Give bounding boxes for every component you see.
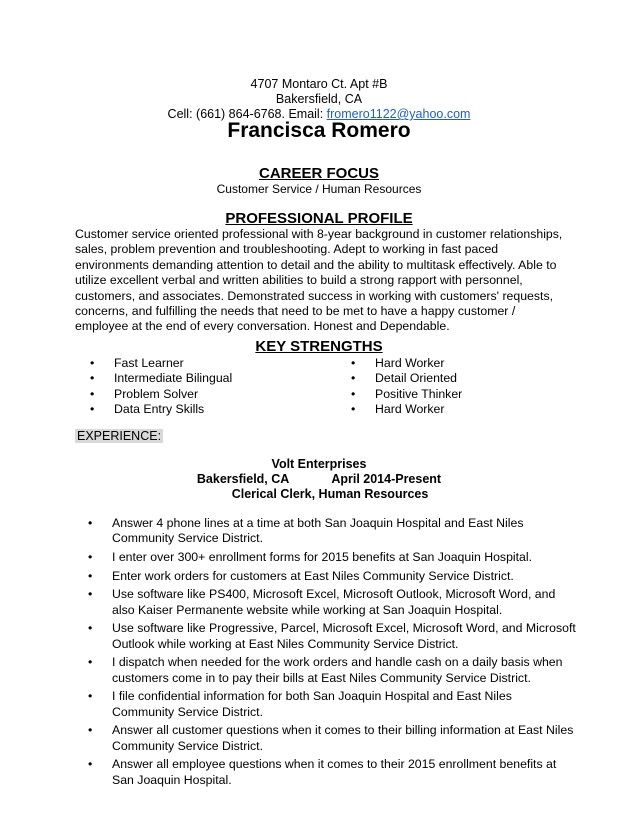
bullet-icon: • xyxy=(88,550,93,564)
bullet-icon: • xyxy=(351,386,356,401)
career-focus-text: Customer Service / Human Resources xyxy=(216,182,422,196)
list-item: • Answer 4 phone lines at a time at both San Joaquin Hospital and East Niles Community Service District. xyxy=(88,516,524,546)
phone-text: Cell: (661) 864-6768. Email: xyxy=(167,107,327,121)
list-item: • Use software like Progressive, Parcel, Microsoft Excel, Microsoft Word, and Microsoft Outlook while working at East Niles Community Service District. xyxy=(88,621,576,651)
resume-page: 4707 Montaro Ct. Apt #B Bakersfield, CA Cell: (661) 864-6768. Email: fromero1122@yahoo.com Francisca Romero CAREER FOCUS Customer Service / Human Resources PROFESSIONAL PROFILE Customer service oriented professional with 8-year background in customer relationships, sales, problem prevention and troubleshooting. Adept to working in fast paced environments demanding attention to detail and the ability to multitask effectively. Able to utilize excellent verbal and written abilities to build a strong rapport with personnel, customers, and associates. Demonstrated success in working with customers' requests, concerns, and fulfilling the needs that need to be met to have a happy customer / employee at the end of every conversation. Honest and Dependable. KEY STRENGTHS • Fast Learner • Intermediate Bilingual • Problem Solver • Data Entry Skills • Hard Worker • Detail Oriented • Positive Thinker • Hard Worker EXPERIENCE: Volt Enterprises Bakersfield, CA April 2014-Present Clerical Clerk, Human Resources • Answer 4 phone lines at a time at both San Joaquin Hospital and East Niles Community Service District. • I enter over 300+ enrollment forms for 2015 benefits at San Joaquin Hospital. • Enter work orders for customers at East Niles Community Service District. • Use software like PS400, Microsoft Excel, Microsoft Outlook, Microsoft Word, and also Kaiser Permanente website while working at San Joaquin Hospital. • Use software like Progressive, Parcel, Microsoft Excel, Microsoft Word, and Microsoft Outlook while working at East Niles Community Service District. • I dispatch when needed for the work orders and handle cash on a daily basis when customers come in to pay their bills at East Niles Community Service District. • I file confidential information for both San Joaquin Hospital and East Niles Community Service District. • Answer all customer questions when it comes to their billing information at East Niles Community Service District. • Answer all employee questions when it comes to their 2015 enrollment benefits at San Joaquin Hospital. xyxy=(0,0,638,826)
bullet-icon: • xyxy=(88,689,93,704)
bullet-icon: • xyxy=(88,655,93,670)
bullet-icon: • xyxy=(351,356,356,370)
address-city: Bakersfield, CA xyxy=(275,92,363,106)
list-item: • Answer all employee questions when it comes to their 2015 enrollment benefits at San Joaquin Hospital. xyxy=(88,757,557,787)
career-focus-heading: CAREER FOCUS xyxy=(258,165,379,182)
bullet-icon: • xyxy=(351,402,356,417)
bullet-icon: • xyxy=(88,587,93,602)
experience-label: EXPERIENCE: xyxy=(77,429,162,443)
job-title: Clerical Clerk, Human Resources xyxy=(231,487,429,501)
bullet-icon: • xyxy=(90,371,95,386)
bullet-icon: • xyxy=(90,402,95,417)
job-location: Bakersfield, CA xyxy=(196,472,290,486)
list-item: • Use software like PS400, Microsoft Excel, Microsoft Outlook, Microsoft Word, and also Kaiser Permanente website while working at San Joaquin Hospital. xyxy=(88,587,556,617)
job-location-dates xyxy=(0,472,638,486)
bullet-icon: • xyxy=(88,516,93,530)
candidate-name: Francisca Romero xyxy=(227,119,411,142)
strengths-heading: KEY STRENGTHS xyxy=(255,338,383,355)
profile-heading: PROFESSIONAL PROFILE xyxy=(225,210,413,227)
bullet-icon: • xyxy=(351,371,356,386)
bullet-icon: • xyxy=(90,386,95,401)
list-item: • Enter work orders for customers at East Niles Community Service District. xyxy=(88,568,514,583)
list-item: • I dispatch when needed for the work orders and handle cash on a daily basis when customers come in to pay their bills at East Niles Community Service District. xyxy=(88,655,563,685)
bullet-icon: • xyxy=(88,621,93,636)
profile-text: Customer service oriented professional with 8-year background in customer relationships, sales, problem prevention and troubleshooting. Adept to working in fast paced environments demanding attention to detail and the ability to multitask effectively. Able to utilize excellent verbal and written abilities to build a strong rapport with personnel, customers, and associates. Demonstrated success in working with customers' requests, concerns, and fulfilling the needs that need to be met to have a happy customer / employee at the end of every conversation. Honest and Dependable. xyxy=(75,227,563,334)
list-item: • I file confidential information for both San Joaquin Hospital and East Niles Community Service District. xyxy=(88,689,512,719)
email-link[interactable]: fromero1122@yahoo.com xyxy=(326,107,471,121)
address-street: 4707 Montaro Ct. Apt #B xyxy=(250,77,388,91)
duties-list xyxy=(86,516,576,791)
bullet-icon: • xyxy=(88,757,93,772)
bullet-icon: • xyxy=(88,568,93,583)
bullet-icon: • xyxy=(88,723,93,738)
company-name: Volt Enterprises xyxy=(271,457,367,471)
bullet-icon: • xyxy=(90,356,95,370)
list-item: • I enter over 300+ enrollment forms for 2015 benefits at San Joaquin Hospital. xyxy=(88,550,533,564)
job-dates: April 2014-Present xyxy=(331,472,442,486)
list-item: • Answer all customer questions when it comes to their billing information at East Niles Community Service District. xyxy=(88,723,574,753)
